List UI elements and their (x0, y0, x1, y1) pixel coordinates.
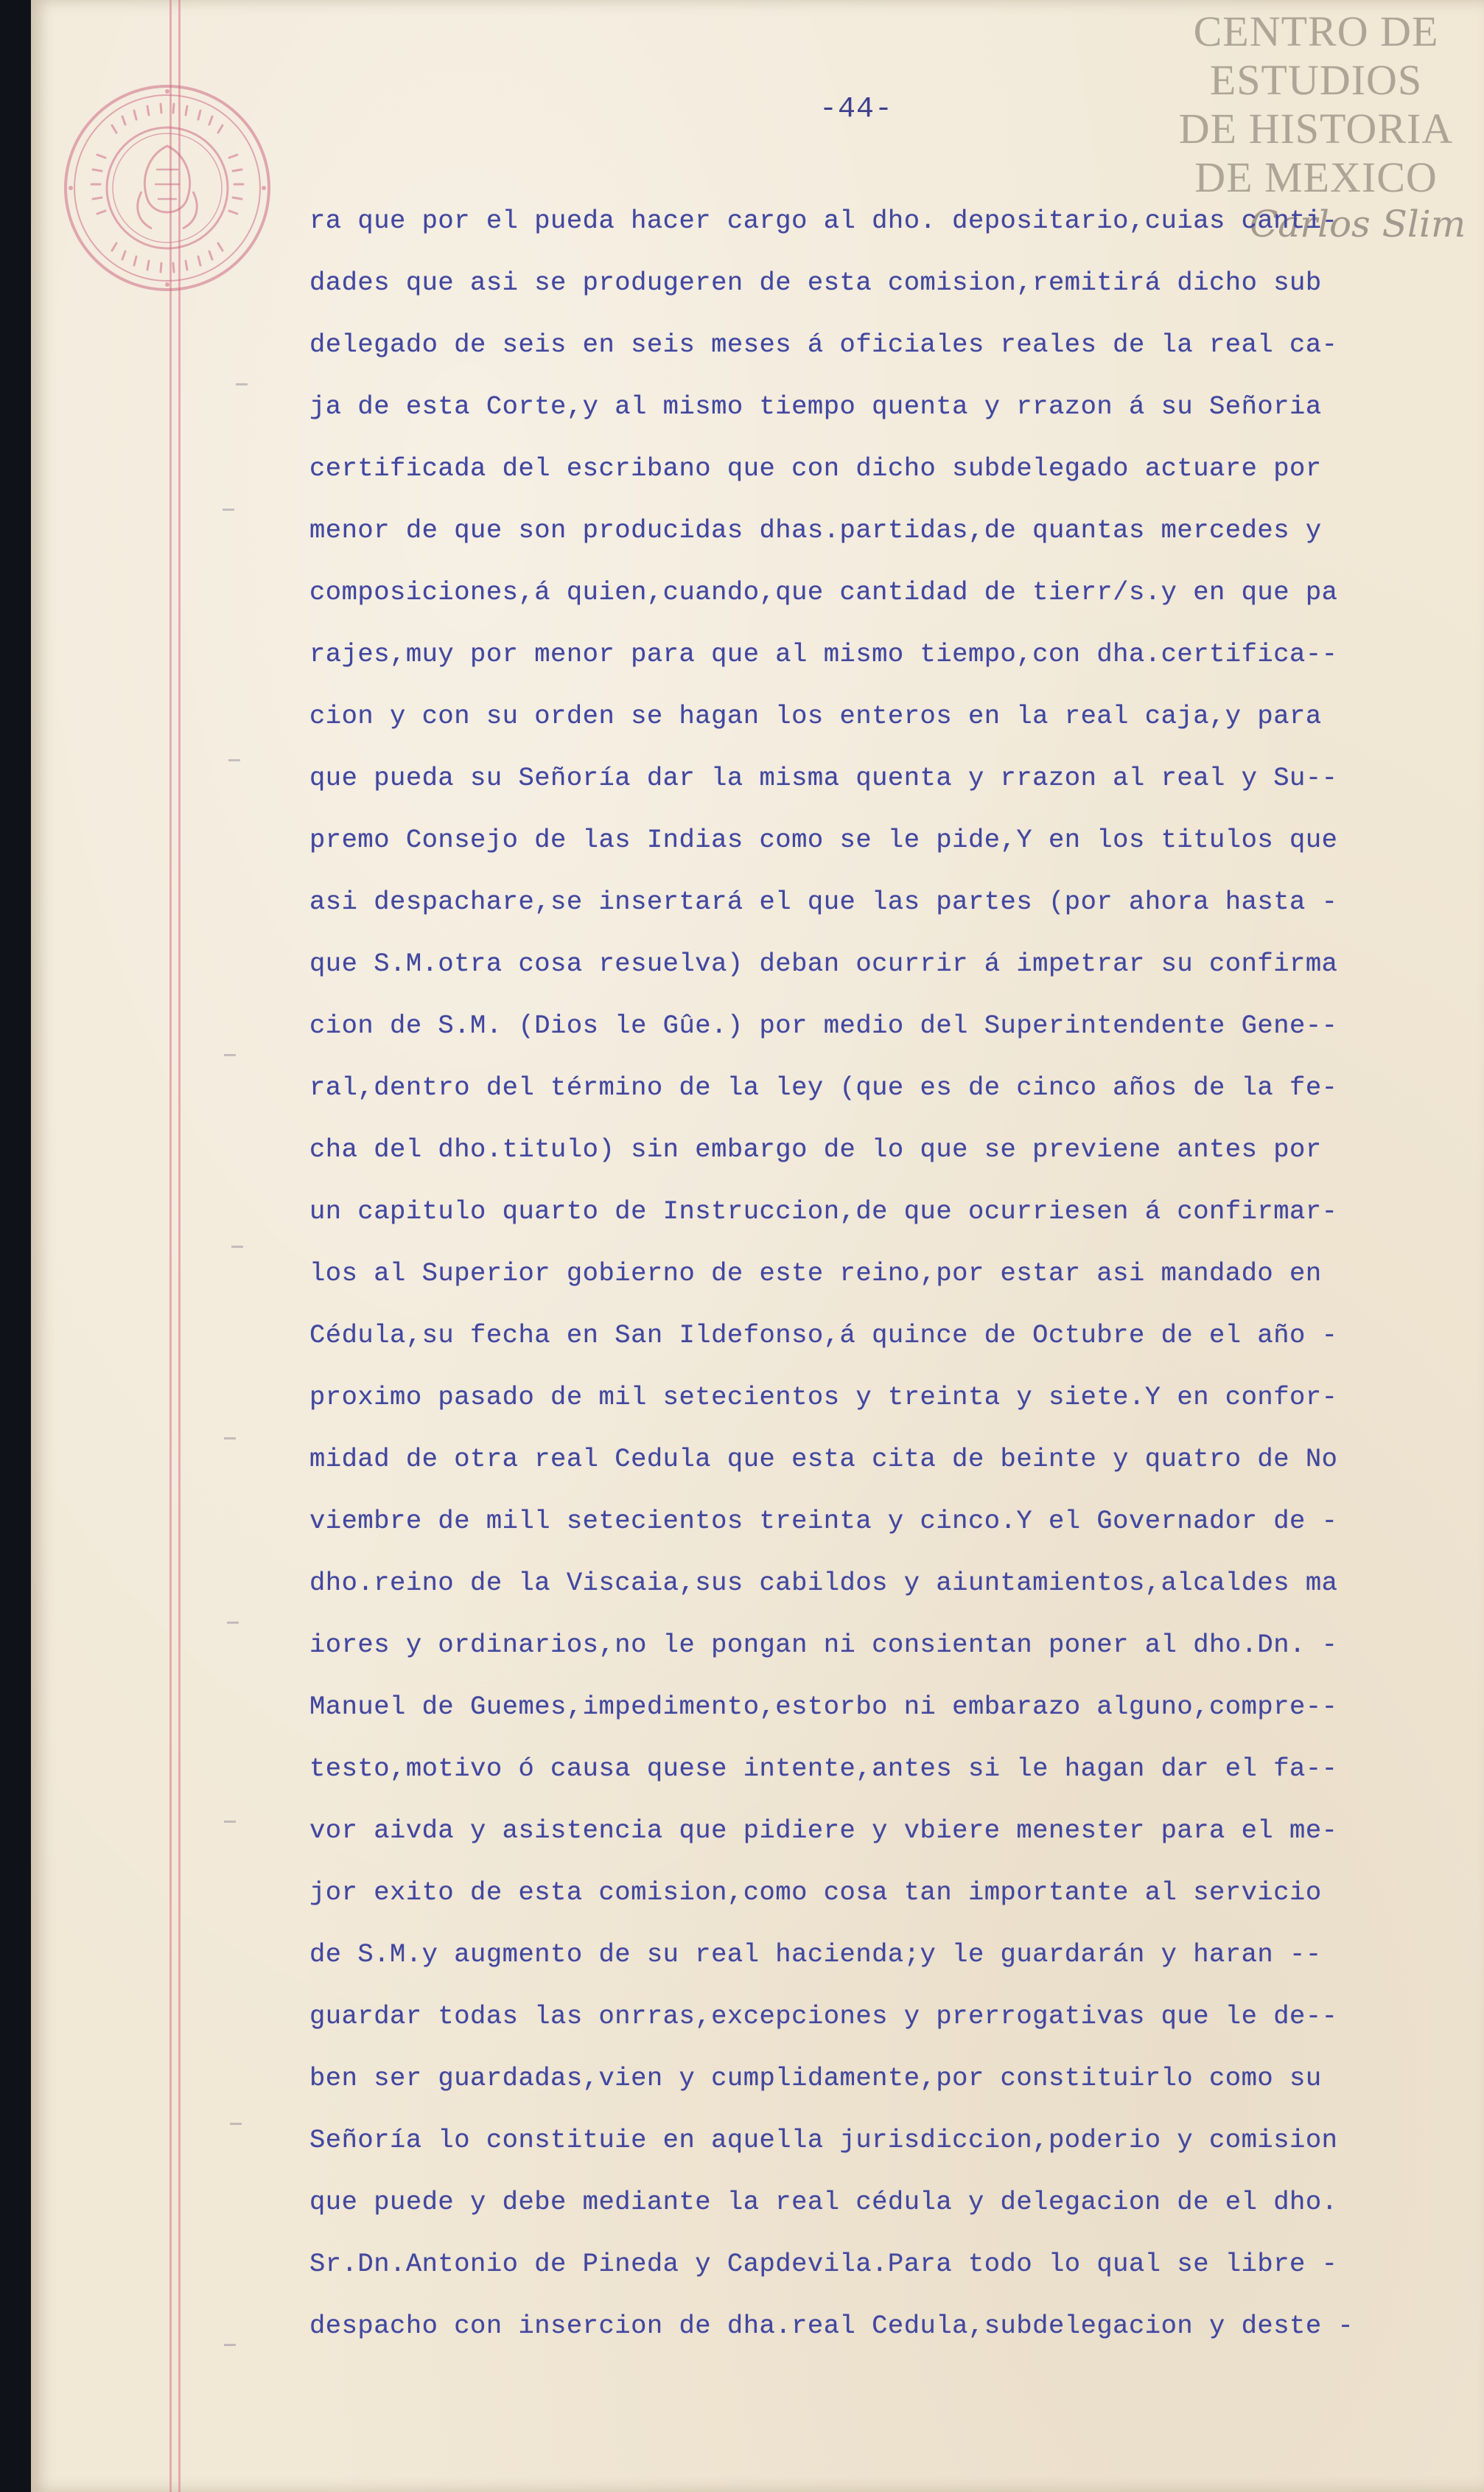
watermark-signature: Carlos Slim (1250, 203, 1466, 245)
notary-seal-stamp (60, 81, 274, 295)
text-line: rajes,muy por menor para que al mismo tiempo,con dha.certifica-- (309, 639, 1338, 669)
watermark-line: CENTRO DE (1193, 7, 1439, 55)
document-page (31, 0, 1484, 2492)
text-line: jor exito de esta comision,como cosa tan importante al servicio (309, 1877, 1322, 1908)
text-line: que S.M.otra cosa resuelva) deban ocurrir á impetrar su confirma (309, 949, 1338, 979)
text-line: proximo pasado de mil setecientos y treinta y siete.Y en confor- (309, 1382, 1338, 1412)
text-line: guardar todas las onrras,excepciones y prerrogativas que le de-- (309, 2001, 1338, 2031)
text-line: Cédula,su fecha en San Ildefonso,á quince de Octubre de el año - (309, 1320, 1338, 1350)
text-line: vor aivda y asistencia que pidiere y vbiere menester para el me- (309, 1815, 1338, 1846)
margin-rule-outer (169, 0, 172, 2492)
text-line: dho.reino de la Viscaia,sus cabildos y aiuntamientos,alcaldes ma (309, 1568, 1338, 1598)
text-line: premo Consejo de las Indias como se le pide,Y en los titulos que (309, 825, 1338, 855)
text-line: certificada del escribano que con dicho subdelegado actuare por (309, 453, 1322, 484)
text-line: dades que asi se produgeren de esta comision,remitirá dicho sub (309, 268, 1322, 298)
text-line: que pueda su Señoría dar la misma quenta y rrazon al real y Su-- (309, 763, 1338, 793)
margin-mark (224, 1437, 236, 1439)
text-line: Manuel de Guemes,impedimento,estorbo ni embarazo alguno,compre-- (309, 1692, 1338, 1722)
text-line: ja de esta Corte,y al mismo tiempo quenta y rrazon á su Señoria (309, 391, 1322, 422)
text-line: delegado de seis en seis meses á oficiales reales de la real ca- (309, 329, 1338, 360)
text-line: testo,motivo ó causa quese intente,antes si le hagan dar el fa-- (309, 1753, 1338, 1784)
margin-mark (231, 1246, 243, 1248)
watermark-line: DE HISTORIA (1178, 105, 1454, 153)
text-line: despacho con insercion de dha.real Cedula,subdelegacion y deste - (309, 2311, 1354, 2341)
text-line: viembre de mill setecientos treinta y cinco.Y el Governador de - (309, 1506, 1338, 1536)
watermark-line: ESTUDIOS (1209, 56, 1423, 104)
text-line: menor de que son producidas dhas.partidas,de quantas mercedes y (309, 515, 1322, 545)
margin-mark (228, 759, 240, 761)
text-line: que puede y debe mediante la real cédula y delegacion de el dho. (309, 2187, 1338, 2217)
watermark-line: DE MEXICO (1194, 153, 1438, 201)
text-line: los al Superior gobierno de este reino,por estar asi mandado en (309, 1258, 1322, 1288)
margin-mark (230, 2123, 242, 2125)
text-line: cha del dho.titulo) sin embargo de lo que se previene antes por (309, 1134, 1322, 1165)
text-line: cion y con su orden se hagan los enteros en la real caja,y para (309, 701, 1322, 731)
text-line: cion de S.M. (Dios le Gûe.) por medio del Superintendente Gene-- (309, 1011, 1338, 1041)
text-line: composiciones,á quien,cuando,que cantidad de tierr/s.y en que pa (309, 577, 1338, 607)
text-line: un capitulo quarto de Instruccion,de que ocurriesen á confirmar- (309, 1196, 1338, 1226)
text-line: de S.M.y augmento de su real hacienda;y le guardarán y haran -- (309, 1939, 1322, 1969)
margin-mark (224, 2344, 236, 2346)
margin-mark (236, 383, 248, 385)
margin-mark (227, 1622, 239, 1624)
text-line: asi despachare,se insertará el que las partes (por ahora hasta - (309, 887, 1338, 917)
text-line: midad de otra real Cedula que esta cita de beinte y quatro de No (309, 1444, 1338, 1474)
margin-mark (224, 1821, 236, 1823)
text-line: Señoría lo constituie en aquella jurisdiccion,poderio y comision (309, 2125, 1338, 2155)
text-line: ben ser guardadas,vien y cumplidamente,por constituirlo como su (309, 2063, 1322, 2093)
text-line: iores y ordinarios,no le pongan ni consientan poner al dho.Dn. - (309, 1630, 1338, 1660)
page-number: -44- (819, 93, 894, 126)
text-line: ra que por el pueda hacer cargo al dho. depositario,cuias canti- (309, 206, 1338, 236)
text-line: Sr.Dn.Antonio de Pineda y Capdevila.Para todo lo qual se libre - (309, 2249, 1338, 2279)
margin-mark (224, 1054, 236, 1056)
margin-rule-inner (178, 0, 181, 2492)
text-line: ral,dentro del término de la ley (que es de cinco años de la fe- (309, 1072, 1338, 1103)
margin-mark (223, 509, 234, 511)
typed-body-text (309, 190, 1481, 2357)
